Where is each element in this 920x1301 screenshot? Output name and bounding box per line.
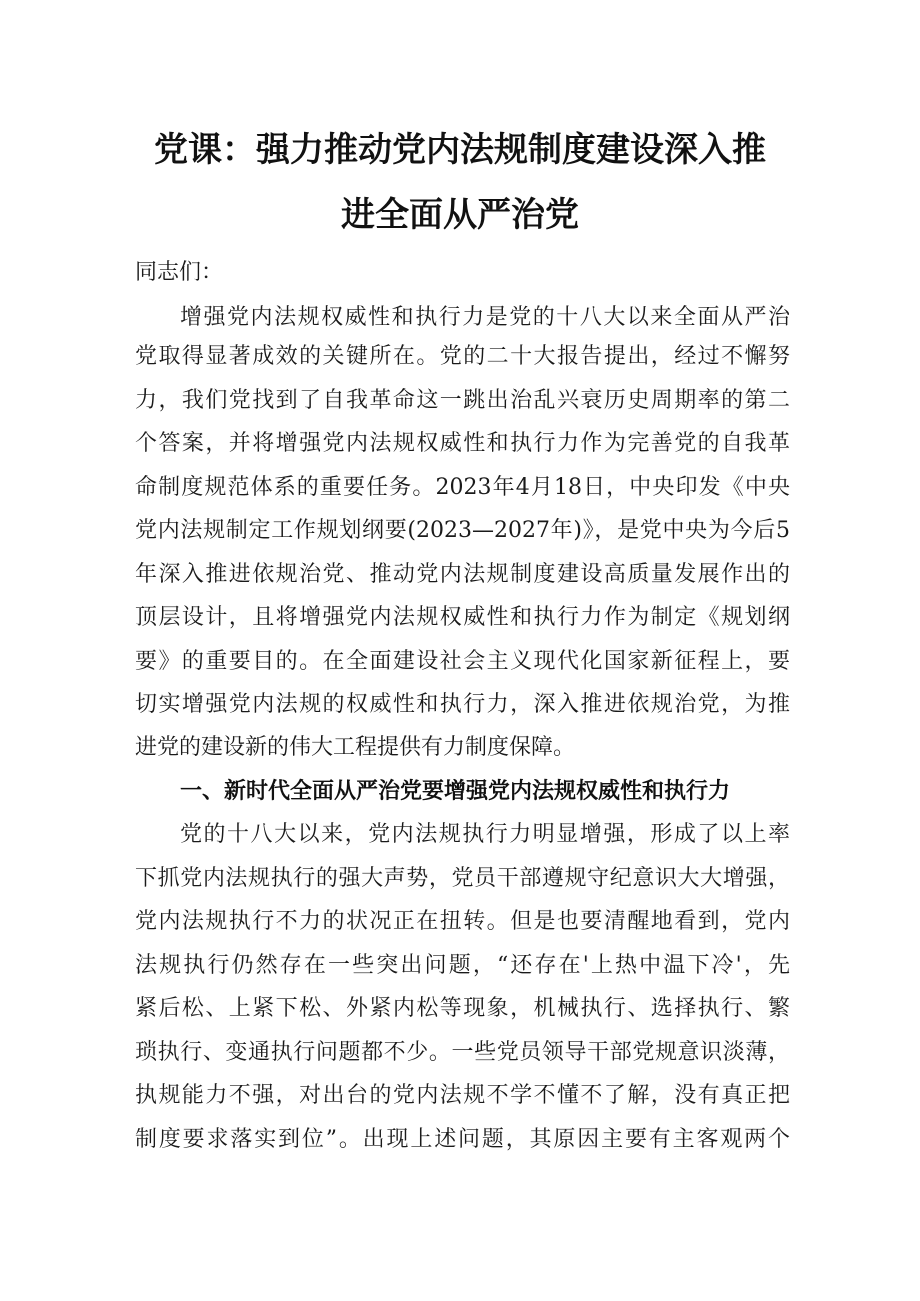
document-title-line-2: 进全面从严治党 — [341, 195, 579, 235]
paragraph-1-line: 力，我们党找到了自我革命这一跳出治乱兴衰历史周期率的第二 — [135, 388, 790, 413]
paragraph-2-line: 执规能力不强，对出台的党内法规不学不懂不了解，没有真正把 — [135, 1083, 790, 1108]
paragraph-1-line: 年深入推进依规治党、推动党内法规制度建设高质量发展作出的 — [135, 562, 790, 587]
paragraph-2-line: 党的十八大以来，党内法规执行力明显增强，形成了以上率 — [180, 822, 790, 847]
paragraph-1-line: 顶层设计，且将增强党内法规权威性和执行力作为制定《规划纲 — [135, 605, 790, 630]
paragraph-2-line: 琐执行、变通执行问题都不少。一些党员领导干部党规意识淡薄， — [135, 1040, 790, 1065]
paragraph-1-line: 命制度规范体系的重要任务。2023年4月18日，中央印发《中央 — [135, 475, 790, 500]
paragraph-2-line: 党内法规执行不力的状况正在扭转。但是也要清醒地看到，党内 — [135, 909, 790, 934]
paragraph-2-line: 下抓党内法规执行的强大声势，党员干部遵规守纪意识大大增强， — [135, 866, 790, 891]
paragraph-2-line: 制度要求落实到位”。出现上述问题，其原因主要有主客观两个 — [135, 1127, 790, 1152]
paragraph-2-line: 紧后松、上紧下松、外紧内松等现象，机械执行、选择执行、繁 — [135, 996, 790, 1021]
paragraph-1-line: 党内法规制定工作规划纲要(2023—2027年)》，是党中央为今后5 — [135, 518, 790, 543]
paragraph-1-line: 要》的重要目的。在全面建设社会主义现代化国家新征程上，要 — [135, 649, 790, 674]
paragraph-2-line: 法规执行仍然存在一些突出问题，“还存在'上热中温下冷'，先 — [135, 953, 790, 978]
salutation: 同志们： — [135, 260, 224, 285]
paragraph-1-line: 个答案，并将增强党内法规权威性和执行力作为完善党的自我革 — [135, 431, 790, 456]
paragraph-1-line: 增强党内法规权威性和执行力是党的十八大以来全面从严治 — [180, 305, 790, 330]
paragraph-1-line: 进党的建设新的伟大工程提供有力制度保障。 — [135, 735, 576, 760]
paragraph-1-line: 党取得显著成效的关键所在。党的二十大报告提出，经过不懈努 — [135, 344, 790, 369]
document-title-line-1: 党课：强力推动党内法规制度建设深入推 — [154, 130, 766, 170]
section-heading-1: 一、新时代全面从严治党要增强党内法规权威性和执行力 — [180, 779, 731, 804]
paragraph-1-line: 切实增强党内法规的权威性和执行力，深入推进依规治党，为推 — [135, 692, 790, 717]
